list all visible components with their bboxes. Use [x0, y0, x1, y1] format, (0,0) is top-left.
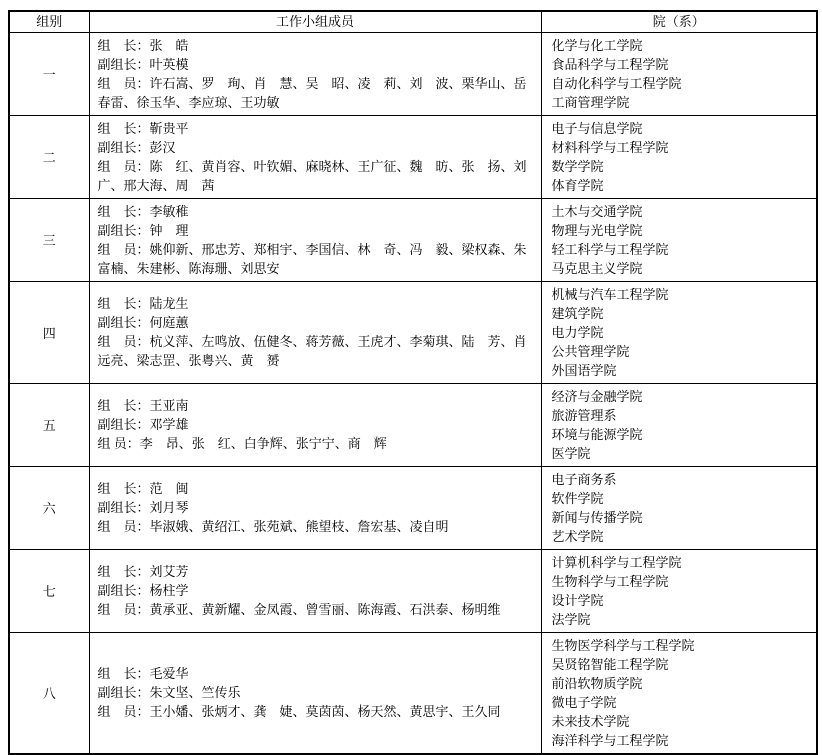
member-line: 组 员：姚仰新、邢忠芳、郑相宇、李国信、林 奇、冯 毅、梁权森、朱富楠、朱建彬、陈海珊、刘思安 — [97, 241, 527, 276]
college-line: 土木与交通学院 — [551, 203, 643, 219]
member-line: 组 长：靳贵平 — [97, 120, 189, 136]
college-line: 软件学院 — [551, 490, 604, 506]
member-line: 副组长：刘月琴 — [97, 500, 189, 515]
college-line: 经济与金融学院 — [551, 388, 643, 404]
member-line: 副组长：朱文坚、竺传乐 — [97, 685, 241, 700]
member-line: 组 长：范 闽 — [97, 481, 189, 496]
college-line: 体育学院 — [551, 177, 604, 193]
member-line: 组 长：王亚南 — [97, 398, 189, 413]
members-cell — [89, 281, 541, 383]
group-label: 三 — [9, 198, 89, 281]
work-groups-table — [8, 10, 818, 755]
member-line: 组 员：许石嵩、罗 珣、肖 慧、吴 昭、凌 莉、刘 波、栗华山、岳春雷、徐玉华、李应琼、王功敏 — [97, 75, 527, 110]
college-line: 电力学院 — [551, 324, 604, 340]
group-label: 八 — [9, 632, 89, 754]
college-line: 公共管理学院 — [551, 343, 630, 359]
group-label: 六 — [9, 466, 89, 549]
group-label: 一 — [9, 32, 89, 115]
group-label: 七 — [9, 549, 89, 632]
member-line: 组 员：王小嬏、张炳才、龚 婕、莫茵茵、杨天然、黄思宇、王久同 — [97, 704, 501, 719]
member-line: 组 员：李 昂、张 红、白争辉、张宁宁、商 辉 — [97, 436, 387, 451]
member-line: 副组长：叶英模 — [97, 56, 189, 72]
college-line: 电子与信息学院 — [551, 120, 643, 136]
members-cell — [89, 115, 541, 198]
college-line: 马克思主义学院 — [551, 260, 643, 276]
header-members: 工作小组成员 — [89, 11, 541, 32]
college-line: 食品科学与工程学院 — [551, 56, 669, 72]
college-line: 设计学院 — [551, 592, 604, 608]
table-row — [9, 115, 817, 198]
member-line: 组 员：杭义萍、左鸣放、伍健冬、蒋芳薇、王虎才、李菊琪、陆 芳、肖远亮、梁志罡、张粤兴、黄 赟 — [97, 334, 527, 368]
college-line: 吴贤铭智能工程学院 — [551, 656, 669, 672]
table-row — [9, 32, 817, 115]
member-line: 组 长：李敏稚 — [97, 203, 189, 219]
college-cell — [541, 383, 817, 466]
college-line: 物理与光电学院 — [551, 222, 643, 238]
college-line: 轻工科学与工程学院 — [551, 241, 669, 257]
header-college: 院（系） — [541, 11, 817, 32]
college-cell — [541, 115, 817, 198]
college-cell — [541, 32, 817, 115]
college-line: 未来技术学院 — [551, 713, 630, 729]
college-line: 旅游管理系 — [551, 407, 617, 423]
college-line: 生物医学科学与工程学院 — [551, 637, 695, 653]
member-line: 组 长：毛爱华 — [97, 666, 189, 681]
college-line: 机械与汽车工程学院 — [551, 286, 669, 302]
college-line: 环境与能源学院 — [551, 426, 643, 442]
college-cell — [541, 632, 817, 754]
college-line: 法学院 — [551, 611, 591, 627]
college-line: 新闻与传播学院 — [551, 509, 643, 525]
college-cell — [541, 198, 817, 281]
member-line: 副组长：何庭蕙 — [97, 315, 189, 330]
college-line: 外国语学院 — [551, 362, 617, 378]
members-cell — [89, 32, 541, 115]
header-group: 组别 — [9, 11, 89, 32]
college-line: 材料科学与工程学院 — [551, 139, 669, 155]
member-line: 组 员：毕淑娥、黄绍江、张苑斌、熊望枝、詹宏基、凌自明 — [97, 519, 449, 534]
college-cell — [541, 281, 817, 383]
college-line: 化学与化工学院 — [551, 37, 643, 53]
member-line: 组 员：陈 红、黄肖容、叶钦媚、麻晓林、王广征、魏 昉、张 扬、刘 广、邢大海、周 茜 — [97, 158, 540, 193]
table-row — [9, 281, 817, 383]
members-cell — [89, 549, 541, 632]
header-row — [9, 11, 817, 32]
table-row — [9, 549, 817, 632]
college-line: 医学院 — [551, 445, 591, 461]
member-line: 副组长：钟 理 — [97, 222, 189, 238]
member-line: 副组长：邓学雄 — [97, 417, 189, 432]
table-row — [9, 383, 817, 466]
college-line: 海洋科学与工程学院 — [551, 732, 669, 748]
member-line: 组 员：黄承亚、黄新耀、金凤霞、曾雪丽、陈海霞、石洪泰、杨明维 — [97, 602, 501, 617]
members-cell — [89, 632, 541, 754]
college-line: 计算机科学与工程学院 — [551, 554, 682, 570]
members-cell — [89, 383, 541, 466]
college-line: 建筑学院 — [551, 305, 604, 321]
college-line: 生物科学与工程学院 — [551, 573, 669, 589]
college-cell — [541, 549, 817, 632]
college-line: 工商管理学院 — [551, 94, 630, 110]
member-line: 组 长：刘艾芳 — [97, 564, 189, 579]
college-line: 微电子学院 — [551, 694, 617, 710]
college-line: 电子商务系 — [551, 471, 617, 487]
members-cell — [89, 198, 541, 281]
group-label: 五 — [9, 383, 89, 466]
college-line: 自动化科学与工程学院 — [551, 75, 682, 91]
member-line: 组 长：张 皓 — [97, 37, 189, 53]
college-cell — [541, 466, 817, 549]
table-row — [9, 198, 817, 281]
college-line: 前沿软物质学院 — [551, 675, 643, 691]
member-line: 组 长：陆龙生 — [97, 296, 189, 311]
college-line: 数学学院 — [551, 158, 604, 174]
group-label: 二 — [9, 115, 89, 198]
member-line: 副组长：彭汉 — [97, 139, 176, 155]
member-line: 副组长：杨柱学 — [97, 583, 189, 598]
table-row — [9, 466, 817, 549]
group-label: 四 — [9, 281, 89, 383]
table-row — [9, 632, 817, 754]
college-line: 艺术学院 — [551, 528, 604, 544]
members-cell — [89, 466, 541, 549]
